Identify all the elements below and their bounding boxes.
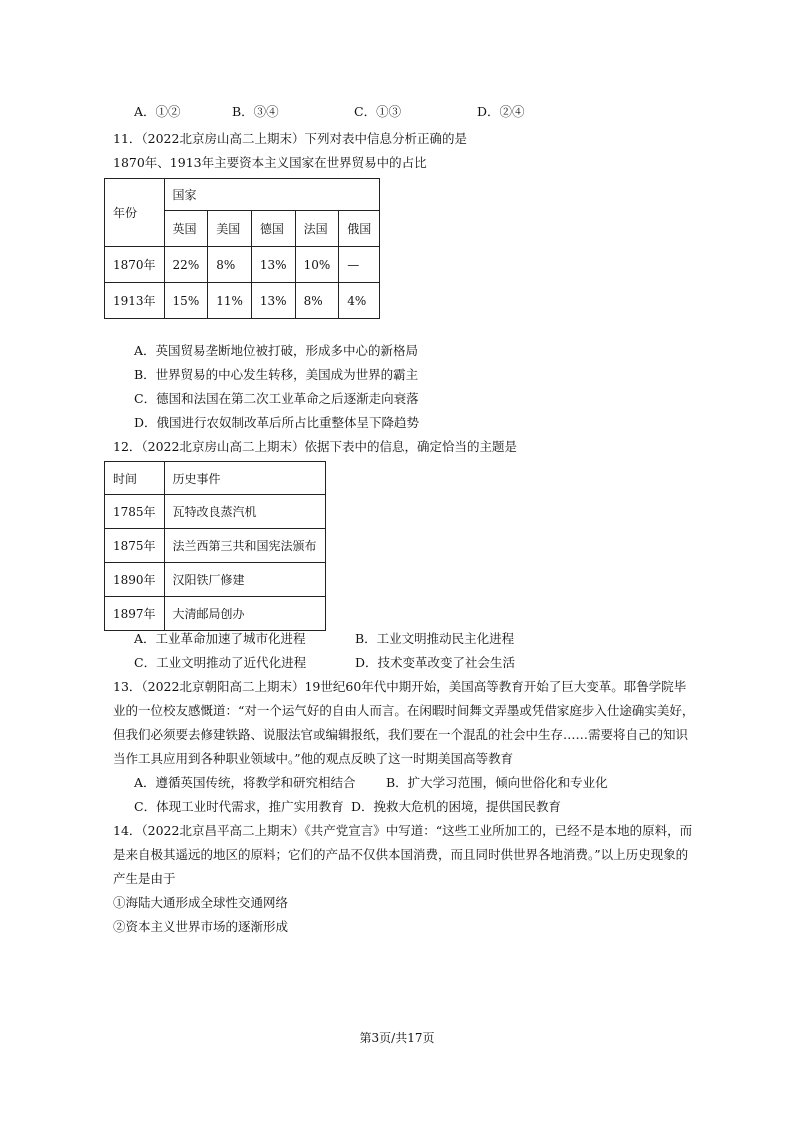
page-number: 第3页/共17页 — [359, 1031, 435, 1045]
country-header: 英国 — [164, 211, 208, 247]
value-cell: 10% — [295, 247, 339, 283]
question-12-option-c: C．工业文明推动了近代化进程 — [134, 655, 307, 670]
value-cell: 13% — [251, 247, 295, 283]
value-cell: 22% — [164, 247, 208, 283]
country-header: 俄国 — [339, 211, 380, 247]
question-12-option-b: B．工业文明推动民主化进程 — [355, 631, 515, 646]
value-cell: 11% — [208, 283, 252, 319]
option-c: C．①③ — [354, 104, 402, 119]
year-cell: 1870年 — [105, 247, 165, 283]
time-cell: 1875年 — [105, 529, 165, 563]
question-14-line-3: 产生是由于 — [113, 871, 176, 886]
value-cell: 4% — [339, 283, 380, 319]
question-12-stem: 12．（2022北京房山高二上期末）依据下表中的信息，确定恰当的主题是 — [113, 439, 517, 454]
year-cell: 1913年 — [105, 283, 165, 319]
country-header: 法国 — [295, 211, 339, 247]
value-cell: 13% — [251, 283, 295, 319]
question-13-line-3: 但我们必须要去修建铁路、说服法官或编辑报纸，我们要在一个混乱的社会中生存……需要将自己的知识 — [113, 727, 689, 742]
question-11-option-c: C．德国和法国在第二次工业革命之后逐渐走向衰落 — [134, 391, 419, 406]
question-14-item-1: ①海陆大通形成全球性交通网络 — [113, 895, 289, 910]
question-13-option-c: C．体现工业时代需求，推广实用教育 — [134, 799, 344, 814]
country-header: 美国 — [208, 211, 252, 247]
question-14-line-2: 是来自极其遥远的地区的原料；它们的产品不仅供本国消费，而且同时供世界各地消费。”以上历史现象的 — [113, 847, 689, 862]
table-row — [105, 563, 326, 597]
table-row — [105, 597, 326, 631]
event-header: 历史事件 — [164, 462, 325, 495]
value-cell: 15% — [164, 283, 208, 319]
question-11-option-b: B．世界贸易的中心发生转移，美国成为世界的霸主 — [134, 367, 419, 382]
question-11-option-a: A．英国贸易垄断地位被打破，形成多中心的新格局 — [134, 343, 419, 358]
question-13-line-2: 业的一位校友感慨道：“对一个运气好的自由人而言。在闲暇时间舞文弄墨或凭借家庭步入仕途确实美好， — [113, 703, 695, 718]
time-cell: 1890年 — [105, 563, 165, 597]
question-11-stem: 11．（2022北京房山高二上期末）下列对表中信息分析正确的是 — [113, 131, 467, 146]
history-events-table — [104, 461, 326, 631]
question-13-line-4: 当作工具应用到各种职业领域中。”他的观点反映了这一时期美国高等教育 — [113, 751, 514, 766]
table-row — [105, 283, 380, 319]
event-cell: 大清邮局创办 — [164, 597, 325, 631]
question-14-line-1: 14．（2022北京昌平高二上期末）《共产党宣言》中写道：“这些工业所加工的，已经不是本地的原料，而 — [113, 823, 693, 838]
question-12-option-d: D．技术变革改变了社会生活 — [355, 655, 516, 670]
question-13-option-d: D．挽救大危机的困境，提供国民教育 — [351, 799, 562, 814]
event-cell: 汉阳铁厂修建 — [164, 563, 325, 597]
question-12-option-a: A．工业革命加速了城市化进程 — [134, 631, 306, 646]
table-corner: 年份 — [105, 179, 165, 247]
value-cell: — — [339, 247, 380, 283]
time-cell: 1897年 — [105, 597, 165, 631]
option-d: D．②④ — [477, 104, 525, 119]
question-13-option-b: B．扩大学习范围，倾向世俗化和专业化 — [386, 775, 608, 790]
question-13-option-a: A．遵循英国传统，将教学和研究相结合 — [134, 775, 356, 790]
table-row — [105, 247, 380, 283]
question-11-caption: 1870年、1913年主要资本主义国家在世界贸易中的占比 — [113, 155, 427, 170]
option-a: A．①② — [134, 104, 181, 119]
time-cell: 1785年 — [105, 495, 165, 529]
event-cell: 瓦特改良蒸汽机 — [164, 495, 325, 529]
time-header: 时间 — [105, 462, 165, 495]
question-11-option-d: D．俄国进行农奴制改革后所占比重整体呈下降趋势 — [134, 415, 420, 430]
table-group-header: 国家 — [164, 179, 380, 211]
country-header: 德国 — [251, 211, 295, 247]
table-row — [105, 529, 326, 563]
value-cell: 8% — [295, 283, 339, 319]
event-cell: 法兰西第三共和国宪法颁布 — [164, 529, 325, 563]
trade-share-table — [104, 178, 380, 319]
question-14-item-2: ②资本主义世界市场的逐渐形成 — [113, 919, 289, 934]
value-cell: 8% — [208, 247, 252, 283]
table-row — [105, 495, 326, 529]
question-13-line-1: 13．（2022北京朝阳高二上期末）19世纪60年代中期开始，美国高等教育开始了巨大变革。耶鲁学院毕 — [113, 679, 687, 694]
option-b: B．③④ — [232, 104, 279, 119]
